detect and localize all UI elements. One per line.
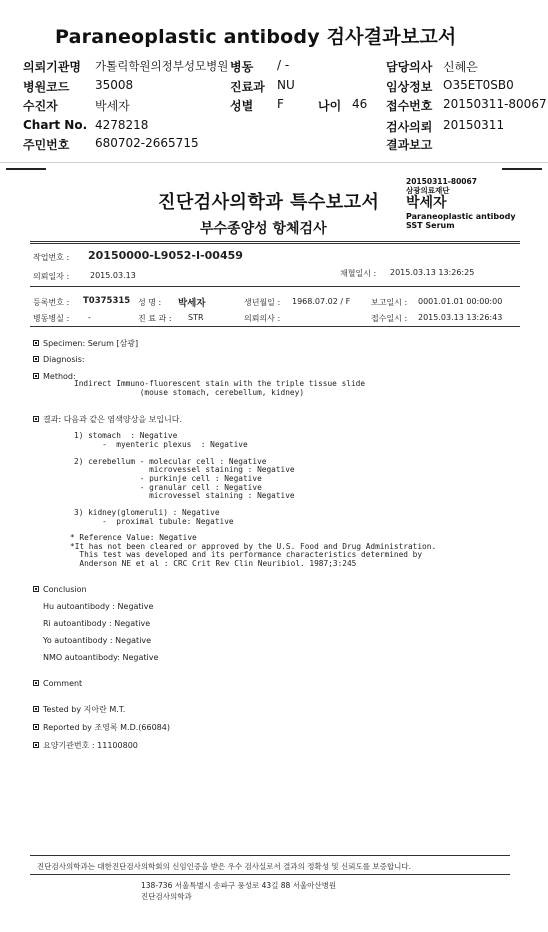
age-label: 나이 (318, 99, 342, 113)
ward-room-label: 병동병실 : (33, 314, 70, 323)
receipt-no-label: 접수번호 (386, 99, 433, 113)
request-date-label: 검사의뢰 (386, 120, 433, 134)
report-title: 진단검사의학과 특수보고서 (158, 192, 380, 213)
checkbox-icon (33, 724, 39, 730)
name-value: 박세자 (178, 298, 206, 309)
sex-value: F (277, 97, 284, 111)
referring-doctor-label: 의뢰의사 : (244, 314, 281, 323)
footer-rule-top (30, 855, 510, 856)
chart-no-value: 4278218 (95, 118, 149, 132)
work-no-label: 작업번호 : (33, 253, 70, 262)
work-no-value: 20150000-L9052-I-00459 (88, 249, 243, 262)
request-date-value: 20150311 (443, 118, 505, 132)
dob-label: 생년월일 : (244, 298, 281, 307)
header-title: Paraneoplastic antibody 검사결과보고서 (55, 26, 457, 48)
sticker-org: 삼광의료재단 (406, 186, 450, 195)
care-no-line (33, 740, 138, 751)
department-value: NU (277, 78, 295, 92)
report-time-value: 0001.01.01 00:00:00 (418, 297, 503, 306)
comment-heading: Comment (43, 679, 83, 688)
sticker-id: 20150311-80067 (406, 177, 477, 186)
diagnosis-section (33, 355, 85, 364)
hospital-code-label: 병원코드 (23, 80, 70, 94)
patient-value: 박세자 (95, 99, 130, 113)
clinical-info-label: 임상정보 (386, 80, 433, 94)
reported-by-line (33, 722, 170, 733)
method-text: Method: (43, 372, 76, 381)
department-label: 진료과 (230, 80, 265, 94)
checkbox-icon (33, 742, 39, 748)
conclusion-section (33, 585, 87, 594)
age-value: 46 (352, 97, 368, 111)
page-corner-marks (0, 168, 548, 172)
dob-value: 1968.07.02 / F (292, 297, 351, 306)
comment-section (33, 679, 82, 688)
ward-value: / - (277, 58, 290, 72)
checkbox-icon (33, 706, 39, 712)
footer-certification: 진단검사의학과는 대한진단검사의학회의 신임인증을 받은 우수 검사실로서 결과의 정확성 및 신뢰도를 보증합니다. (37, 862, 411, 871)
request-date-label: 의뢰일자 : (33, 272, 70, 281)
footer-rule-bottom (30, 874, 510, 875)
header-row-2 (0, 78, 548, 96)
info-rule-bottom (30, 326, 520, 327)
conclusion-hu: Hu autoantibody : Negative (43, 602, 154, 611)
conclusion-heading: Conclusion (43, 585, 87, 594)
info-rule-top (30, 286, 520, 287)
institution-value: 가톨릭학원의정부성모병원 (95, 59, 229, 73)
collect-time-label: 채혈일시 : (340, 269, 377, 278)
care-no-text: 요양기관번호 : 11100800 (43, 741, 138, 750)
sticker-specimen: SST Serum (406, 221, 455, 230)
hospital-code-value: 35008 (95, 78, 134, 92)
sticker-name: 박세자 (406, 195, 447, 211)
resident-no-value: 680702-2665715 (95, 136, 199, 150)
name-label: 성 명 : (138, 298, 162, 307)
chart-no-label: Chart No. (23, 118, 88, 132)
report-subtitle: 부수종양성 항체검사 (200, 221, 327, 237)
checkbox-icon (33, 356, 39, 362)
header-row-4 (0, 118, 548, 136)
dept-value: STR (188, 313, 204, 322)
ward-label: 병동 (230, 60, 254, 74)
sex-label: 성별 (230, 99, 254, 113)
result-intro: 결과: 다음과 같은 염색양상을 보입니다. (43, 415, 183, 424)
request-date-value: 2015.03.13 (90, 271, 136, 280)
resident-no-label: 주민번호 (23, 138, 70, 152)
footer-department: 진단검사의학과 (141, 892, 192, 901)
ward-room-value: - (88, 313, 91, 322)
doctor-value: 신혜은 (443, 60, 478, 74)
conclusion-nmo: NMO autoantibody: Negative (43, 653, 159, 662)
header-divider (0, 162, 548, 163)
patient-label: 수진자 (23, 99, 58, 113)
specimen-section (33, 338, 138, 349)
receive-time-label: 접수일시 : (371, 314, 408, 323)
reg-no-value: T0375315 (83, 296, 131, 306)
receive-time-value: 2015.03.13 13:26:43 (418, 313, 503, 322)
result-section (33, 414, 182, 425)
tested-by-line (33, 704, 125, 715)
institution-label: 의뢰기관명 (23, 60, 81, 74)
tested-by-text: Tested by 지아란 M.T. (43, 705, 126, 714)
specimen-label-sticker (406, 177, 526, 230)
checkbox-icon (33, 680, 39, 686)
result-report-label: 결과보고 (386, 138, 433, 152)
conclusion-ri: Ri autoantibody : Negative (43, 619, 151, 628)
checkbox-icon (33, 586, 39, 592)
dept-label: 진 료 과 : (138, 314, 172, 323)
report-time-label: 보고일시 : (371, 298, 408, 307)
collect-time-value: 2015.03.13 13:26:25 (390, 268, 475, 277)
title-rule-2 (30, 243, 520, 244)
reported-by-text: Reported by 조영록 M.D.(66084) (43, 723, 170, 732)
checkbox-icon (33, 340, 39, 346)
sticker-test: Paraneoplastic antibody (406, 212, 516, 221)
checkbox-icon (33, 416, 39, 422)
report-header (0, 0, 548, 163)
result-detail: 1) stomach : Negative - myenteric plexus : Negative 2) cerebellum - molecular cell : Negative microvessel staining : Negative - purkinje cell : Negative - granular cell : Negative microvessel staining : Negative 3) kidney(glomeruli) : Negative - proximal tubule: Negative (74, 431, 295, 526)
reg-no-label: 등록번호 : (33, 298, 70, 307)
method-detail: Indirect Immuno-fluorescent stain with the triple tissue slide (mouse stomach, cerebellum, kidney) (74, 379, 366, 397)
method-section (33, 372, 76, 381)
receipt-no-value: 20150311-80067 (443, 97, 547, 111)
title-rule-1 (30, 241, 520, 242)
conclusion-yo: Yo autoantibody : Negative (43, 636, 152, 645)
report-page (0, 168, 548, 932)
header-row-1 (0, 58, 548, 76)
footer-address: 138-736 서울특별시 송파구 풍성로 43길 88 서울아산병원 (141, 881, 337, 890)
diagnosis-text: Diagnosis: (43, 355, 85, 364)
reference-note: * Reference Value: Negative *It has not been cleared or approved by the U.S. Food and Drug Administration. This test was developed and its performance characteristics determined by Anderson NE et al : CRC Crit Rev Clin Neuribiol. 1987;3:245 (70, 533, 437, 568)
header-row-5 (0, 136, 548, 154)
header-row-3 (0, 97, 548, 115)
checkbox-icon (33, 373, 39, 379)
specimen-text: Specimen: Serum [삼광] (43, 339, 139, 348)
doctor-label: 담당의사 (386, 60, 433, 74)
clinical-info-value: O35ET0SB0 (443, 78, 514, 92)
